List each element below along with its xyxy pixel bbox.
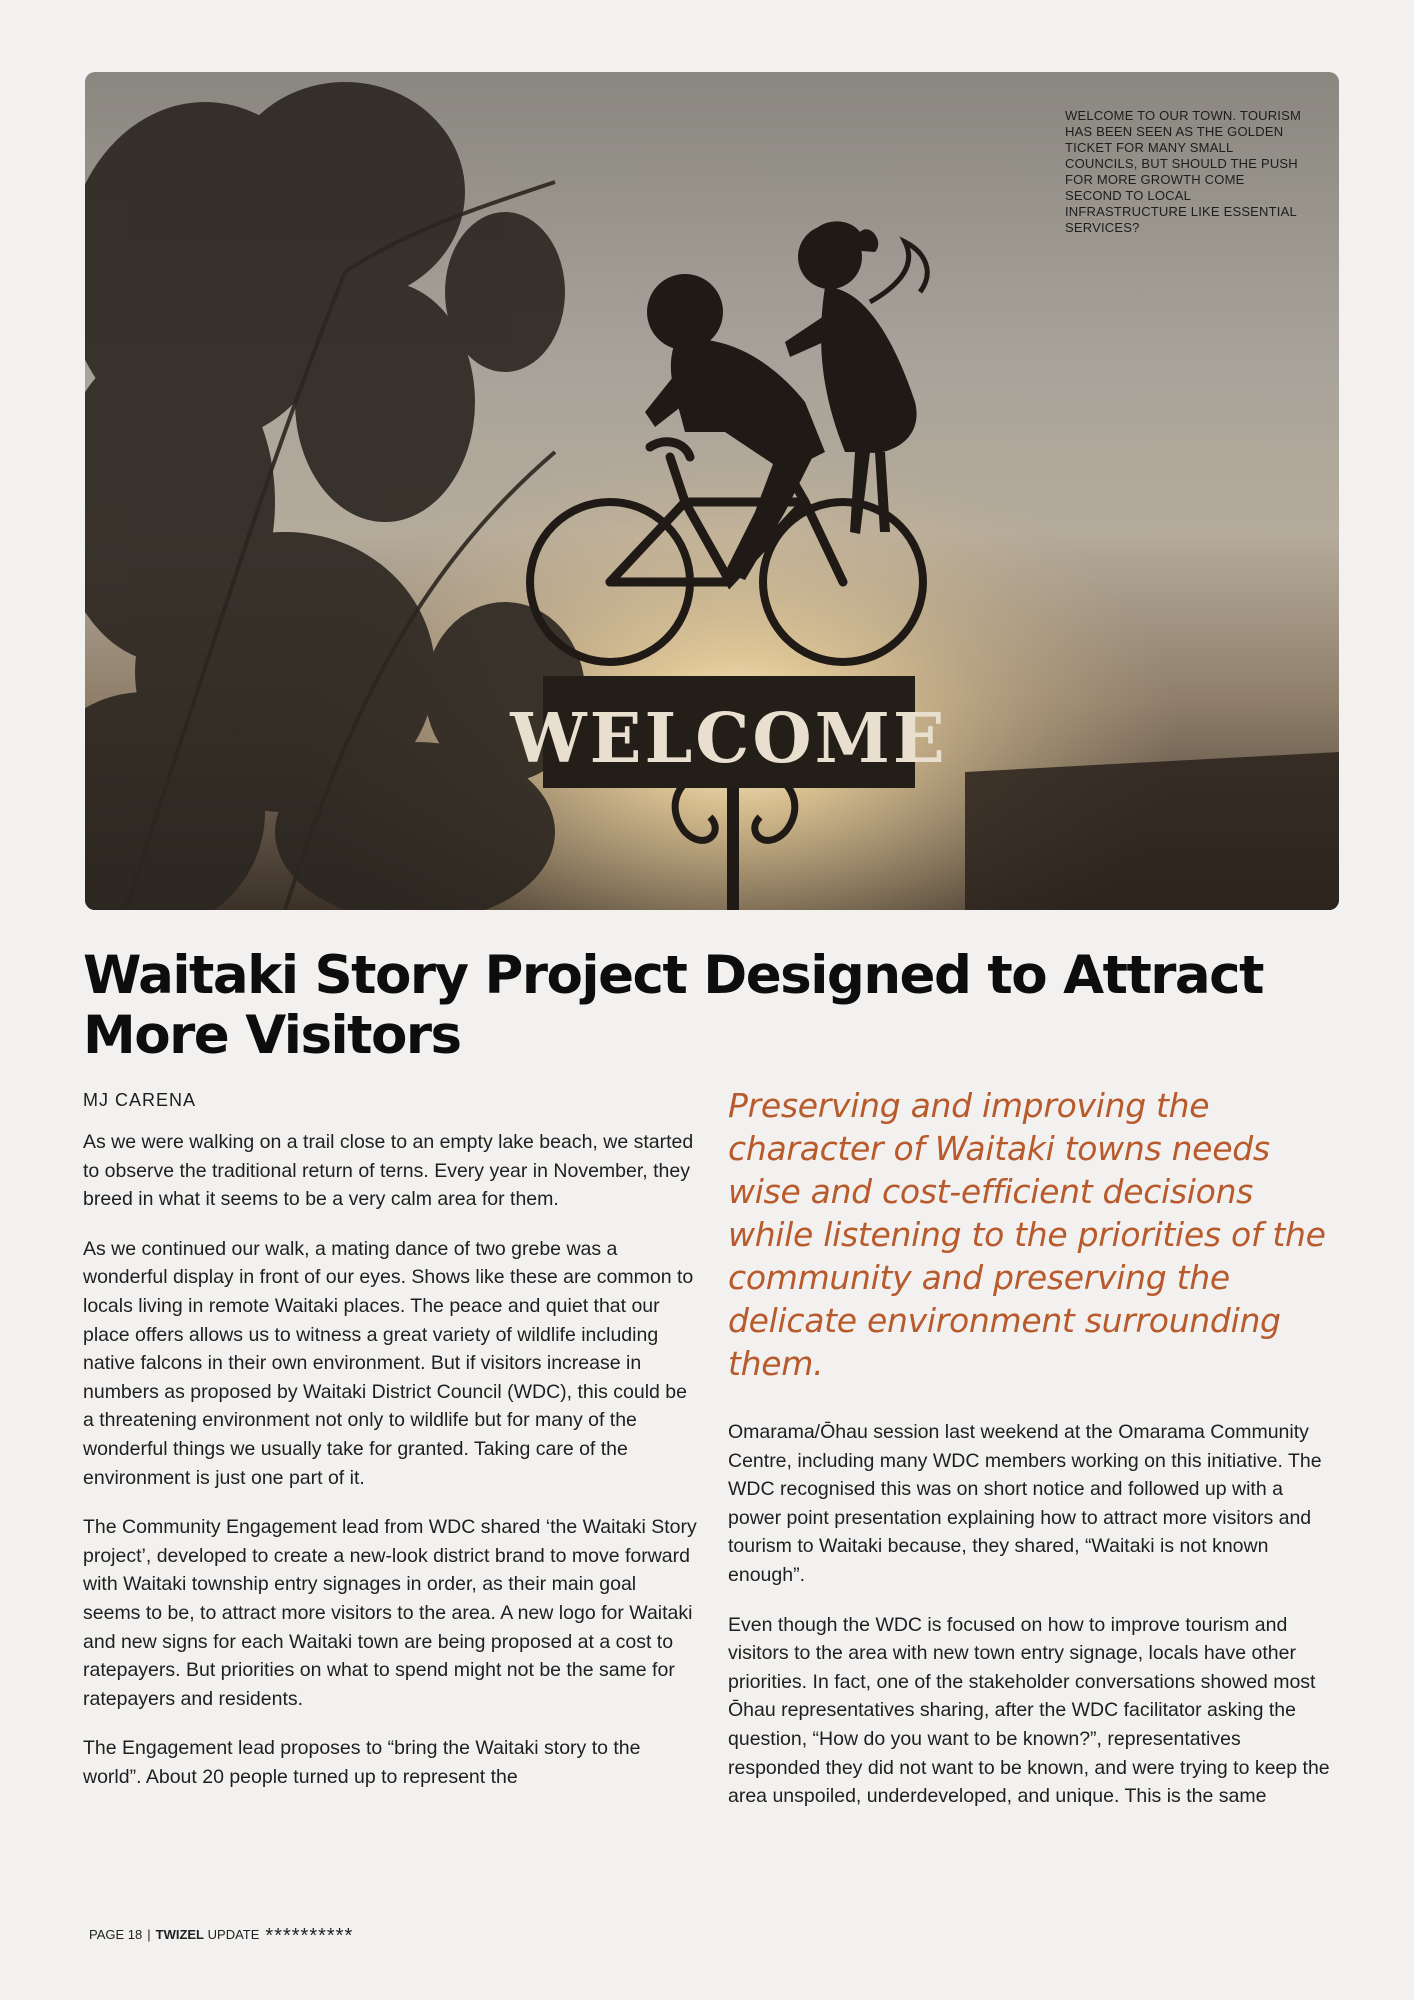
article-byline: MJ CARENA [83, 1090, 197, 1110]
publication-name: TWIZEL [155, 1927, 205, 1942]
article-paragraph: The Engagement lead proposes to “bring the Waitaki story to the world”. About 20 people turned up to represent the [83, 1737, 641, 1788]
pull-quote: Preserving and improving the character of Waitaki towns needs wise and cost-efficient decisions while listening to the priorities of the community and preserving the delicate environment surrounding them. [728, 1086, 1326, 1383]
article-paragraph: As we were walking on a trail close to an empty lake beach, we started to observe the traditional return of terns. Every year in November, they breed in what it seems to be a very calm area for them. [83, 1131, 694, 1211]
welcome-sign-text: WELCOME [510, 699, 948, 779]
decorative-stars: ********** [265, 1925, 354, 1947]
article-left-column [83, 1128, 697, 1812]
footer-separator: | [147, 1927, 151, 1942]
article-title: Waitaki Story Project Designed to Attract More Visitors [83, 945, 1263, 1066]
article-right-column [728, 1418, 1334, 1832]
article-paragraph: Even though the WDC is focused on how to improve tourism and visitors to the area with new town entry signage, locals have other priorities. In fact, one of the stakeholder conversations showed most Ōhau representatives sharing, after the WDC facilitator asking the question, “How do you want to be known?”, representatives responded they did not want to be known, and were trying to keep the area unspoiled, underdeveloped, and unique. This is the same [728, 1613, 1330, 1808]
page-footer [89, 1925, 353, 1948]
article-paragraph: As we continued our walk, a mating dance of two grebe was a wonderful display in front of our eyes. Shows like these are common to locals living in remote Waitaki places. The peace and quiet that our place offers allows us to witness a great variety of wildlife including native falcons in their own environment. But if visitors increase in numbers as proposed by Waitaki District Council (WDC), this could be a threatening environment not only to wildlife but for many of the wonderful things we usually take for granted. Taking care of the environment is just one part of it. [83, 1237, 694, 1489]
article-paragraph: Omarama/Ōhau session last weekend at the Omarama Community Centre, including many WDC members working on this initiative. The WDC recognised this was on short notice and followed up with a power point presentation explaining how to attract more visitors and tourism to Waitaki because, they shared, “Waitaki is not known enough”. [728, 1421, 1322, 1586]
article-paragraph: The Community Engagement lead from WDC shared ‘the Waitaki Story project’, developed to create a new-look district brand to move forward with Waitaki township entry signages in order, as their main goal seems to be, to attract more visitors to the area. A new logo for Waitaki and new signs for each Waitaki town are being proposed at a cost to ratepayers. But priorities on what to spend might not be the same for ratepayers and residents. [83, 1516, 697, 1710]
page-number: PAGE 18 [89, 1927, 143, 1942]
publication-section: UPDATE [207, 1927, 260, 1942]
photo-caption: WELCOME TO OUR TOWN. TOURISM HAS BEEN SEEN AS THE GOLDEN TICKET FOR MANY SMALL COUNCILS, BUT SHOULD THE PUSH FOR MORE GROWTH COME SECOND TO LOCAL INFRASTRUCTURE LIKE ESSENTIAL SERVICES? [1065, 108, 1302, 235]
hero-photo [85, 72, 1339, 910]
